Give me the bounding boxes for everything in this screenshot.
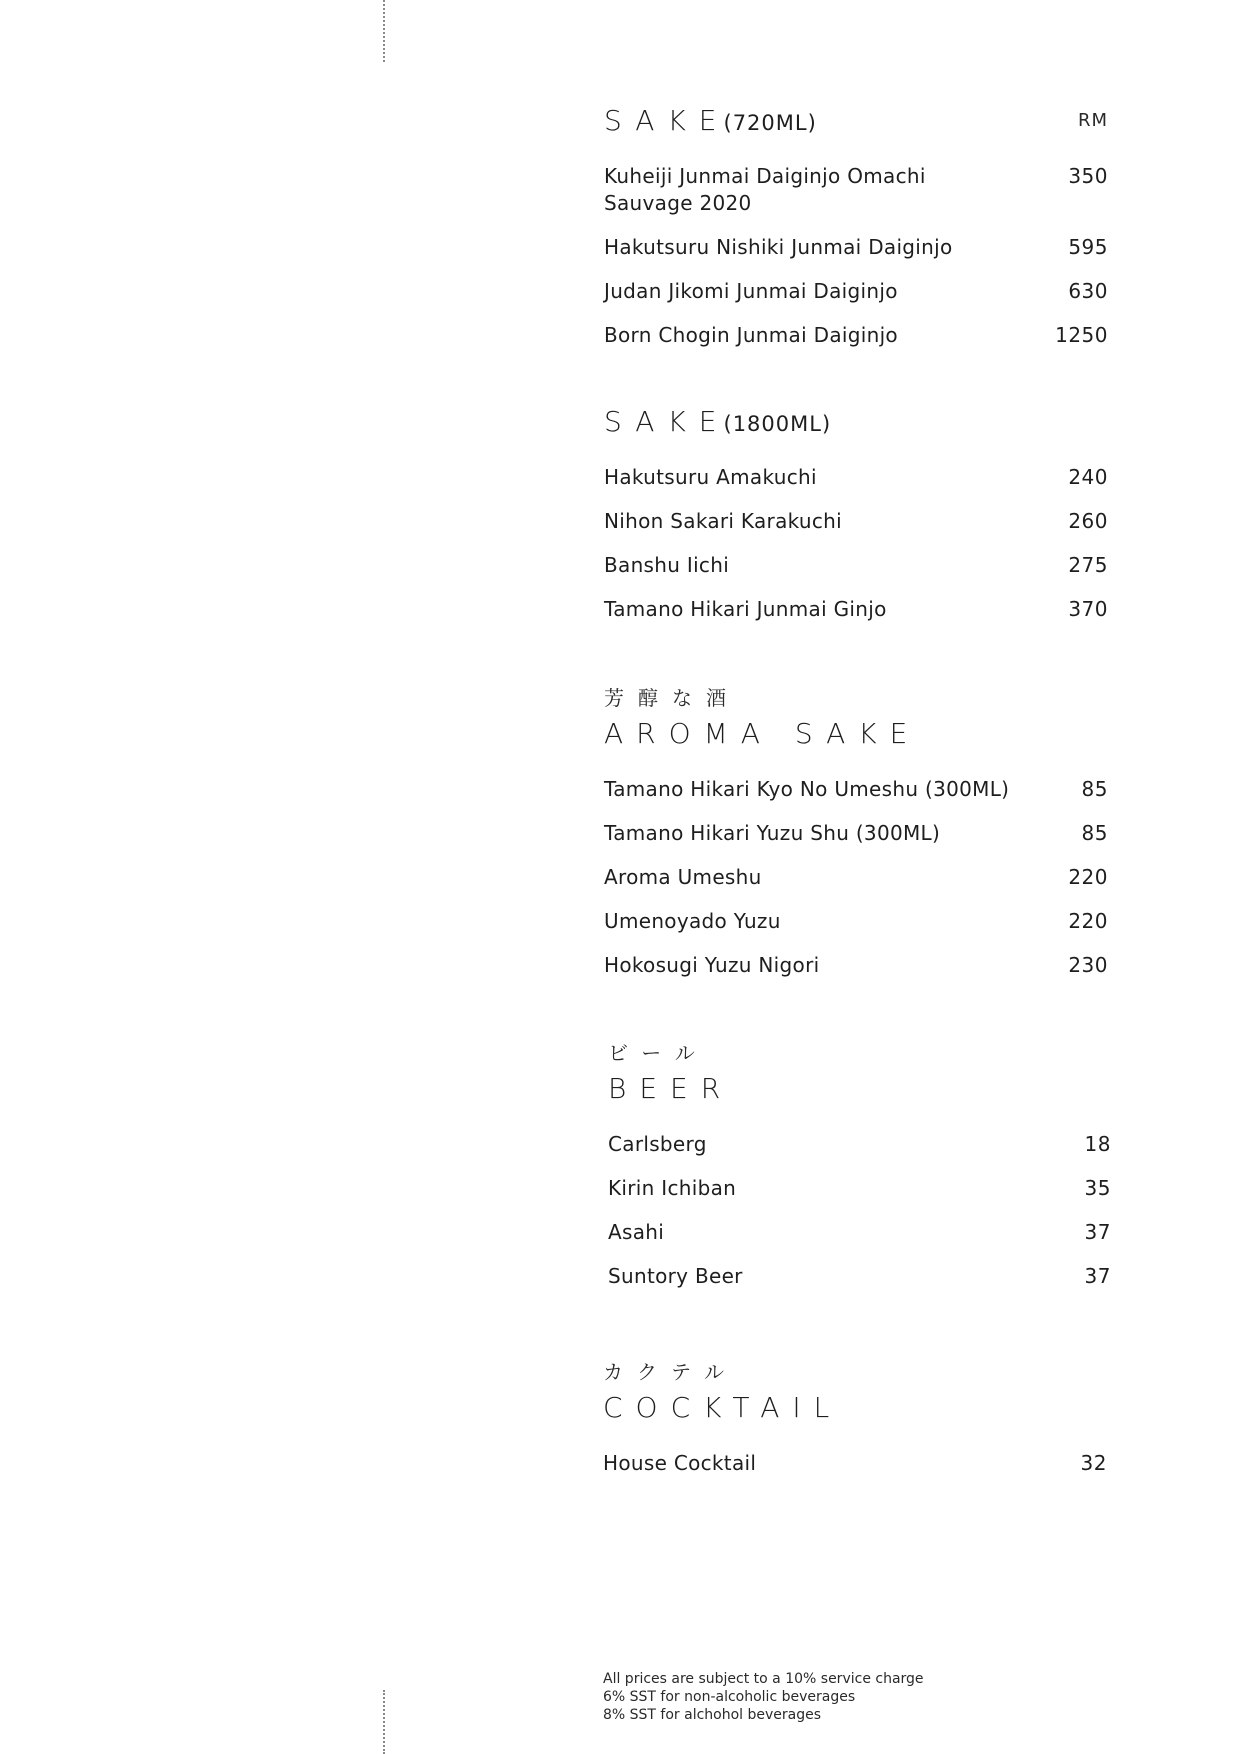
item-price: 18 <box>1084 1132 1111 1156</box>
section-title: BEER <box>608 1072 734 1105</box>
menu-item <box>604 508 1108 535</box>
section-header <box>604 716 1108 752</box>
menu-item <box>608 1131 1111 1158</box>
section-aroma-sake <box>604 686 1108 996</box>
item-name: Umenoyado Yuzu <box>604 909 781 933</box>
item-name: Tamano Hikari Yuzu Shu (300ML) <box>604 821 941 845</box>
menu-item <box>604 278 1108 305</box>
menu-item <box>604 776 1108 803</box>
item-name: Kuheiji Junmai Daiginjo Omachi Sauvage 2020 <box>604 164 926 215</box>
item-list <box>604 163 1108 349</box>
menu-item <box>608 1263 1111 1290</box>
item-price: 37 <box>1084 1220 1111 1244</box>
item-name: Asahi <box>608 1220 665 1244</box>
item-price: 240 <box>1068 465 1108 489</box>
item-price: 32 <box>1080 1451 1107 1475</box>
menu-item <box>604 552 1108 579</box>
menu-item <box>604 322 1108 349</box>
menu-item <box>603 1450 1107 1477</box>
item-price: 260 <box>1068 509 1108 533</box>
item-list <box>604 776 1108 979</box>
item-price: 370 <box>1068 597 1108 621</box>
section-header <box>603 1390 1107 1426</box>
section-japanese-title: ビール <box>608 1041 709 1065</box>
item-name: Banshu Iichi <box>604 553 730 577</box>
section-sake-1800ml <box>604 404 1108 640</box>
fold-mark-top <box>383 0 385 62</box>
sst-non-alcoholic-note: 6% SST for non-alcoholic beverages <box>603 1689 856 1705</box>
item-price: 350 <box>1068 164 1108 188</box>
item-price: 220 <box>1068 909 1108 933</box>
item-list <box>608 1131 1111 1290</box>
item-name: Suntory Beer <box>608 1264 743 1288</box>
item-name: Aroma Umeshu <box>604 865 762 889</box>
item-name: Nihon Sakari Karakuchi <box>604 509 843 533</box>
item-price: 230 <box>1068 953 1108 977</box>
section-header <box>604 404 1108 440</box>
section-volume-note: (720ML) <box>723 111 817 135</box>
menu-item <box>604 163 1108 217</box>
item-name: Kirin Ichiban <box>608 1176 737 1200</box>
currency-label: RM <box>1077 110 1108 131</box>
item-price: 85 <box>1081 821 1108 845</box>
price-disclaimer <box>603 1670 924 1724</box>
section-title: SAKE <box>604 104 730 137</box>
item-name: Hokosugi Yuzu Nigori <box>604 953 820 977</box>
item-price: 35 <box>1084 1176 1111 1200</box>
item-price: 630 <box>1068 279 1108 303</box>
item-price: 220 <box>1068 865 1108 889</box>
menu-item <box>604 464 1108 491</box>
item-name: Tamano Hikari Kyo No Umeshu (300ML) <box>604 777 1010 801</box>
item-price: 275 <box>1068 553 1108 577</box>
section-japanese-title: 芳醇な酒 <box>604 686 740 710</box>
section-header <box>604 103 1108 139</box>
section-sake-720ml <box>604 103 1108 366</box>
section-volume-note: (1800ML) <box>723 412 832 436</box>
item-name: Hakutsuru Nishiki Junmai Daiginjo <box>604 235 953 259</box>
item-list <box>603 1450 1107 1477</box>
section-japanese-title: カクテル <box>603 1360 738 1384</box>
section-cocktail <box>603 1360 1107 1494</box>
item-price: 595 <box>1068 235 1108 259</box>
section-title: COCKTAIL <box>603 1391 843 1424</box>
section-title: AROMA SAKE <box>604 717 921 750</box>
menu-item <box>604 234 1108 261</box>
menu-item <box>608 1219 1111 1246</box>
item-price: 1250 <box>1055 323 1108 347</box>
menu-item <box>604 952 1108 979</box>
item-price: 37 <box>1084 1264 1111 1288</box>
menu-item <box>604 864 1108 891</box>
service-charge-note: All prices are subject to a 10% service charge <box>603 1671 924 1687</box>
item-name: House Cocktail <box>603 1451 757 1475</box>
sst-alcoholic-note: 8% SST for alchohol beverages <box>603 1707 822 1723</box>
item-name: Hakutsuru Amakuchi <box>604 465 817 489</box>
menu-item <box>604 908 1108 935</box>
menu-item <box>604 596 1108 623</box>
item-price: 85 <box>1081 777 1108 801</box>
section-title: SAKE <box>604 405 730 438</box>
menu-item <box>608 1175 1111 1202</box>
item-name: Judan Jikomi Junmai Daiginjo <box>604 279 898 303</box>
item-list <box>604 464 1108 623</box>
item-name: Carlsberg <box>608 1132 707 1156</box>
menu-item <box>604 820 1108 847</box>
section-beer <box>608 1041 1111 1307</box>
item-name: Tamano Hikari Junmai Ginjo <box>604 597 887 621</box>
section-header <box>608 1071 1111 1107</box>
item-name: Born Chogin Junmai Daiginjo <box>604 323 898 347</box>
fold-mark-bottom <box>383 1690 385 1754</box>
